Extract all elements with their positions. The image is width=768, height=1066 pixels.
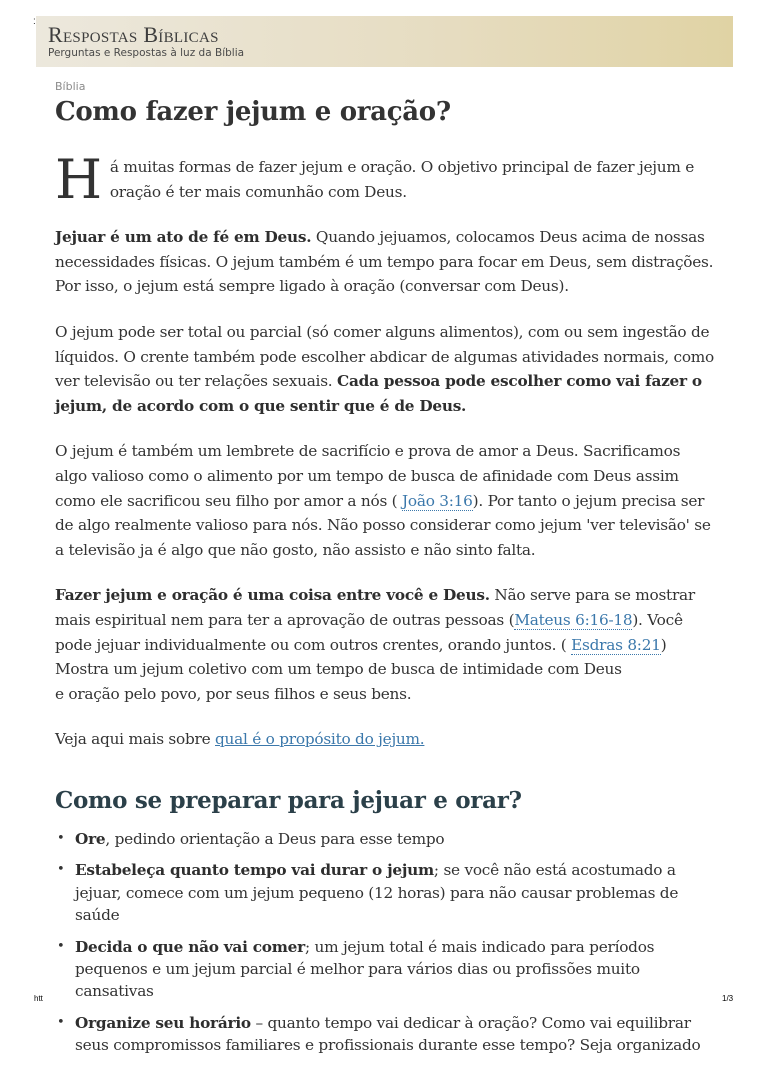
list-item bbox=[55, 828, 715, 850]
list-item-bold: Decida o que não vai comer bbox=[75, 937, 305, 956]
page-title: Como fazer jejum e oração? bbox=[55, 97, 451, 127]
paragraph-faith bbox=[55, 225, 715, 299]
site-title[interactable]: Respostas Bíblicas bbox=[48, 22, 219, 47]
bible-ref-mateus-6-16-18[interactable]: Mateus 6:16-18 bbox=[514, 610, 633, 629]
paragraph-types-text: O jejum pode ser total ou parcial (só comer alguns alimentos), com ou sem ingestão de líquidos. O crente também pode escolher abdicar de algumas atividades normais, como ver televisão ou ter relações sexuais. bbox=[55, 322, 715, 391]
page-corner-mark: : bbox=[33, 16, 36, 27]
list-item-text: ; um jejum total é mais indicado para períodos pequenos e um jejum parcial é melhor para vários dias ou profissões muito cansativas bbox=[75, 937, 655, 1001]
list-item-bold: Ore bbox=[75, 829, 106, 848]
paragraph-see-more bbox=[55, 727, 715, 752]
paragraph-private-text-3: ) Mostra um jejum coletivo com um tempo de busca de intimidade com Deus bbox=[55, 635, 667, 679]
list-item bbox=[55, 859, 715, 926]
article-content bbox=[55, 80, 715, 1066]
article-category[interactable]: Bíblia bbox=[55, 80, 86, 93]
print-footer-page-number: 1/3 bbox=[722, 994, 734, 1003]
dropcap-letter: H bbox=[55, 148, 102, 211]
see-more-text: Veja aqui mais sobre bbox=[55, 730, 215, 749]
preparation-list bbox=[55, 828, 715, 1057]
list-item-bold: Organize seu horário bbox=[75, 1013, 251, 1032]
paragraph-types bbox=[55, 320, 715, 418]
paragraph-faith-text: Quando jejuamos, colocamos Deus acima de nossas necessidades físicas. O jejum também é um tempo para focar em Deus, sem distrações. Por isso, o jejum está sempre ligado à oração (conversar com Deus). bbox=[55, 228, 714, 296]
bible-ref-esdras-8-21[interactable]: Esdras 8:21 bbox=[571, 635, 661, 654]
list-item bbox=[55, 936, 715, 1003]
purpose-of-fasting-link[interactable]: qual é o propósito do jejum. bbox=[215, 730, 425, 749]
list-item-text: ; se você não está acostumado a jejuar, comece com um jejum pequeno (12 horas) para não causar problemas de saúde bbox=[75, 861, 679, 925]
bible-ref-joao-3-16[interactable]: João 3:16 bbox=[402, 491, 473, 510]
list-item-text: , pedindo orientação a Deus para esse tempo bbox=[105, 829, 445, 848]
paragraph-types-bold: Cada pessoa pode escolher como vai fazer o jejum, de acordo com o que sentir que é de Deus. bbox=[55, 372, 702, 415]
paragraph-sacrifice-text-after: ). Por tanto o jejum precisa ser de algo realmente valioso para nós. Não posso considerar como jejum 'ver televisão' se a televisão ja é algo que não gosto, não assisto e não sinto falta. bbox=[55, 491, 711, 559]
paragraph-private bbox=[55, 583, 715, 706]
paragraph-private-bold: Fazer jejum e oração é uma coisa entre você e Deus. bbox=[55, 586, 490, 605]
intro-text: á muitas formas de fazer jejum e oração. O objetivo principal de fazer jejum e oração é ter mais comunhão com Deus. bbox=[109, 158, 695, 201]
paragraph-faith-bold: Jejuar é um ato de fé em Deus. bbox=[55, 228, 312, 247]
paragraph-private-text-4: e oração pelo povo, por seus filhos e seus bens. bbox=[55, 684, 412, 703]
list-item bbox=[55, 1012, 715, 1057]
paragraph-sacrifice bbox=[55, 439, 715, 562]
paragraph-private-text-2: ). Você pode jejuar individualmente ou com outros crentes, orando juntos. ( bbox=[55, 610, 683, 654]
print-footer-url: htt bbox=[34, 994, 43, 1003]
intro-paragraph bbox=[55, 148, 715, 211]
paragraph-private-text-1: Não serve para se mostrar mais espiritual nem para ter a aprovação de outras pessoas ( bbox=[55, 586, 695, 629]
paragraph-sacrifice-text-before: O jejum é também um lembrete de sacrifício e prova de amor a Deus. Sacrificamos algo valioso como o alimento por um tempo de busca de afinidade com Deus assim como ele sacrificou seu filho por amor a nós ( bbox=[55, 442, 681, 510]
section-title-prepare: Como se preparar para jejuar e orar? bbox=[55, 786, 522, 814]
site-subtitle: Perguntas e Respostas à luz da Bíblia bbox=[48, 47, 245, 59]
site-header-banner[interactable] bbox=[36, 16, 733, 67]
list-item-bold: Estabeleça quanto tempo vai durar o jejum bbox=[75, 861, 434, 880]
list-item-text: – quanto tempo vai dedicar à oração? Como vai equilibrar seus compromissos familiares e profissionais durante esse tempo? Seja organizado bbox=[75, 1013, 701, 1055]
